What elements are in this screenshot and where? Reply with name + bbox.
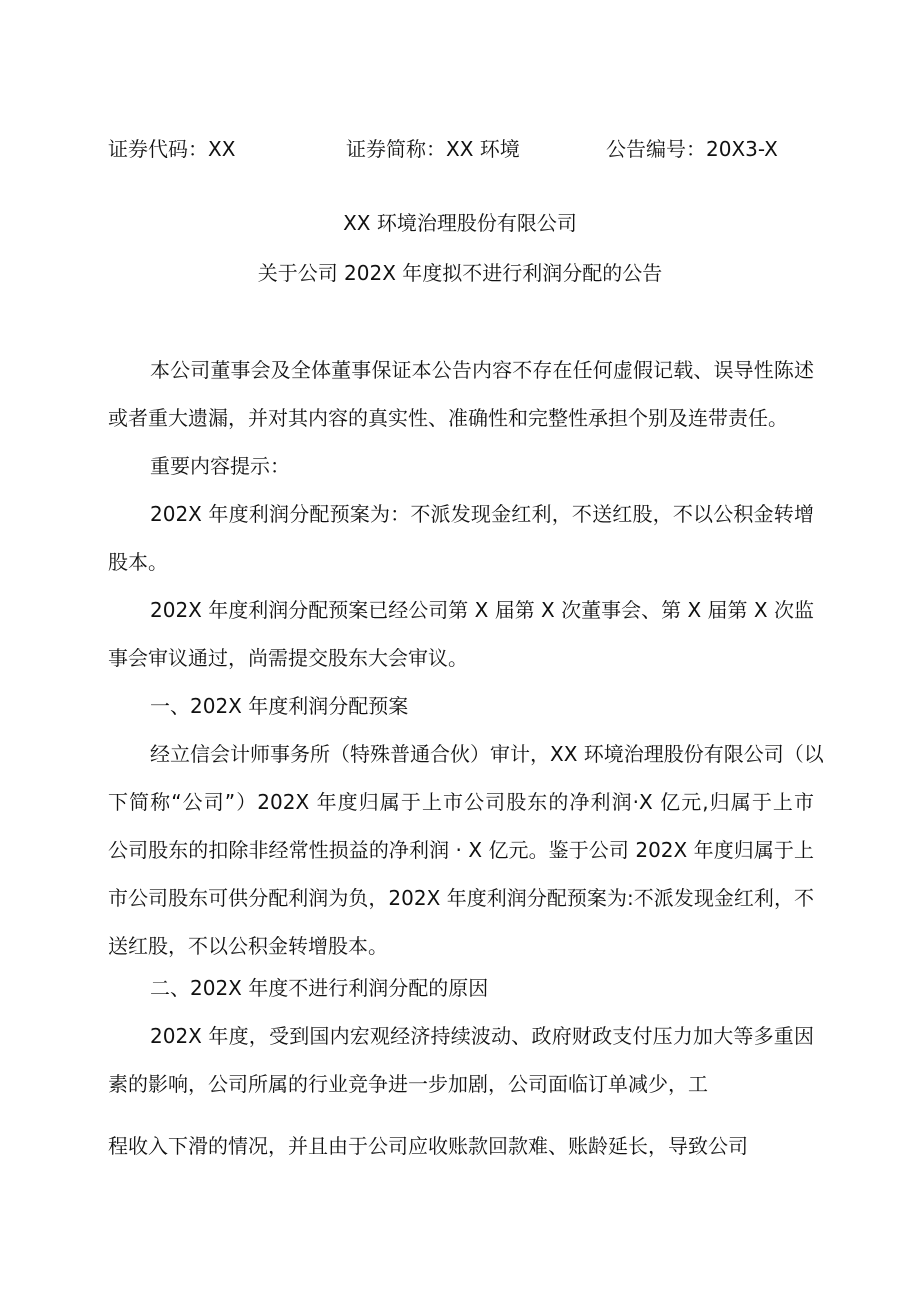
tip-paragraph-2 <box>108 586 814 682</box>
announcement-number: 公告编号：20X3-X <box>606 137 778 161</box>
stock-abbreviation: 证券简称：XX 环境 <box>346 137 520 161</box>
paragraph-line: 股本。 <box>108 550 168 574</box>
section2-body <box>108 1012 814 1108</box>
paragraph-line: 事会审议通过，尚需提交股东大会审议。 <box>108 646 468 670</box>
paragraph-line: 重要内容提示： <box>150 454 290 478</box>
paragraph-line: 本公司董事会及全体董事保证本公告内容不存在任何虚假记载、误导性陈述 <box>150 358 814 382</box>
tip-paragraph-1 <box>108 490 814 586</box>
announcement-header <box>108 133 808 165</box>
paragraph-line: 素的影响，公司所属的行业竞争进一步加剧，公司面临订单减少，工 <box>108 1072 708 1096</box>
paragraph-line: 202X 年度利润分配预案为：不派发现金红利，不送红股，不以公积金转增 <box>150 502 814 526</box>
paragraph-line: 送红股，不以公积金转增股本。 <box>108 934 388 958</box>
stock-code: 证券代码：XX <box>108 137 236 161</box>
paragraph-line: 202X 年度，受到国内宏观经济持续波动、政府财政支付压力加大等多重因 <box>150 1024 814 1048</box>
paragraph-line: 程收入下滑的情况，并且由于公司应收账款回款难、账龄延长，导致公司 <box>108 1134 748 1158</box>
paragraph-line: 202X 年度利润分配预案已经公司第 X 届第 X 次董事会、第 X 届第 X 次监 <box>150 598 814 622</box>
section1-heading <box>108 682 814 730</box>
paragraph-line: 或者重大遗漏，并对其内容的真实性、准确性和完整性承担个别及连带责任。 <box>108 406 788 430</box>
section1-body <box>108 730 824 970</box>
paragraph-line: 市公司股东可供分配利润为负，202X 年度利润分配预案为:不派发现金红利，不 <box>108 886 814 910</box>
section2-continued <box>108 1122 814 1170</box>
paragraph-line: 下简称“公司”）202X 年度归属于上市公司股东的净利润·X 亿元,归属于上市 <box>108 790 814 814</box>
statement-paragraph <box>108 346 814 442</box>
paragraph-line: 公司股东的扣除非经常性损益的净利润 · X 亿元。鉴于公司 202X 年度归属于上 <box>108 838 814 862</box>
announcement-title: 关于公司 202X 年度拟不进行利润分配的公告 <box>257 261 663 285</box>
section2-heading <box>108 964 814 1012</box>
company-title: XX 环境治理股份有限公司 <box>343 211 577 235</box>
paragraph-line: 经立信会计师事务所（特殊普通合伙）审计，XX 环境治理股份有限公司（以 <box>150 742 824 766</box>
paragraph-line: 二、202X 年度不进行利润分配的原因 <box>150 976 489 1000</box>
tips-heading <box>108 442 814 490</box>
paragraph-line: 一、202X 年度利润分配预案 <box>150 694 409 718</box>
